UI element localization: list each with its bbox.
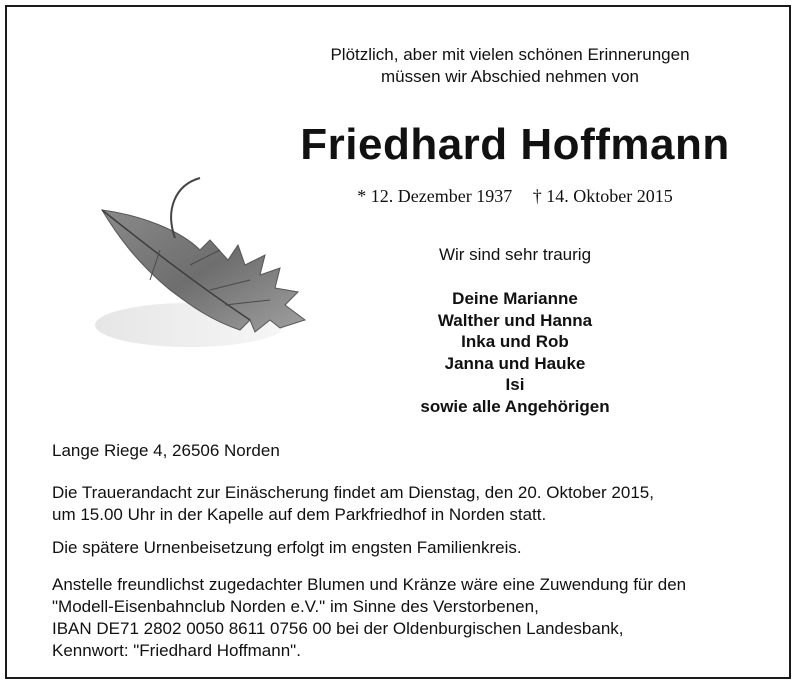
service-line-2: um 15.00 Uhr in der Kapelle auf dem Parkfriedhof in Norden statt.: [52, 505, 547, 524]
mourner-name: Janna und Hauke: [444, 353, 586, 373]
address: Lange Riege 4, 26506 Norden: [52, 441, 280, 460]
autumn-leaf-image: [80, 170, 320, 360]
death-date: † 14. Oktober 2015: [532, 186, 673, 206]
urn-note: Die spätere Urnenbeisetzung erfolgt im engsten Familienkreis.: [52, 538, 522, 557]
donation-info: [52, 574, 686, 662]
mourner-name: Inka und Rob: [461, 332, 569, 351]
life-dates: [300, 184, 730, 208]
service-line-1: Die Trauerandacht zur Einäscherung findet am Dienstag, den 20. Oktober 2015,: [52, 483, 654, 502]
intro-line-2: müssen wir Abschied nehmen von: [381, 67, 639, 86]
mourners-list: [330, 288, 700, 417]
donation-line-4: Kennwort: "Friedhard Hoffmann".: [52, 641, 301, 660]
intro-text: [300, 44, 720, 88]
deceased-name: Friedhard Hoffmann: [300, 120, 730, 169]
mourner-name: Deine Marianne: [452, 289, 578, 308]
mourning-line: Wir sind sehr traurig: [438, 245, 592, 264]
mourner-name: Isi: [505, 375, 525, 394]
birth-date: * 12. Dezember 1937: [357, 186, 513, 206]
intro-line-1: Plötzlich, aber mit vielen schönen Erinnerungen: [330, 45, 690, 64]
donation-line-3: IBAN DE71 2802 0050 8611 0756 00 bei der Oldenburgischen Landesbank,: [52, 619, 624, 638]
donation-line-1: Anstelle freundlichst zugedachter Blumen und Kränze wäre eine Zuwendung für den: [52, 575, 687, 594]
mourner-name: sowie alle Angehörigen: [420, 396, 610, 416]
donation-line-2: "Modell-Eisenbahnclub Norden e.V." im Sinne des Verstorbenen,: [52, 597, 539, 616]
service-info: [52, 482, 654, 526]
mourner-name: Walther und Hanna: [437, 310, 593, 330]
